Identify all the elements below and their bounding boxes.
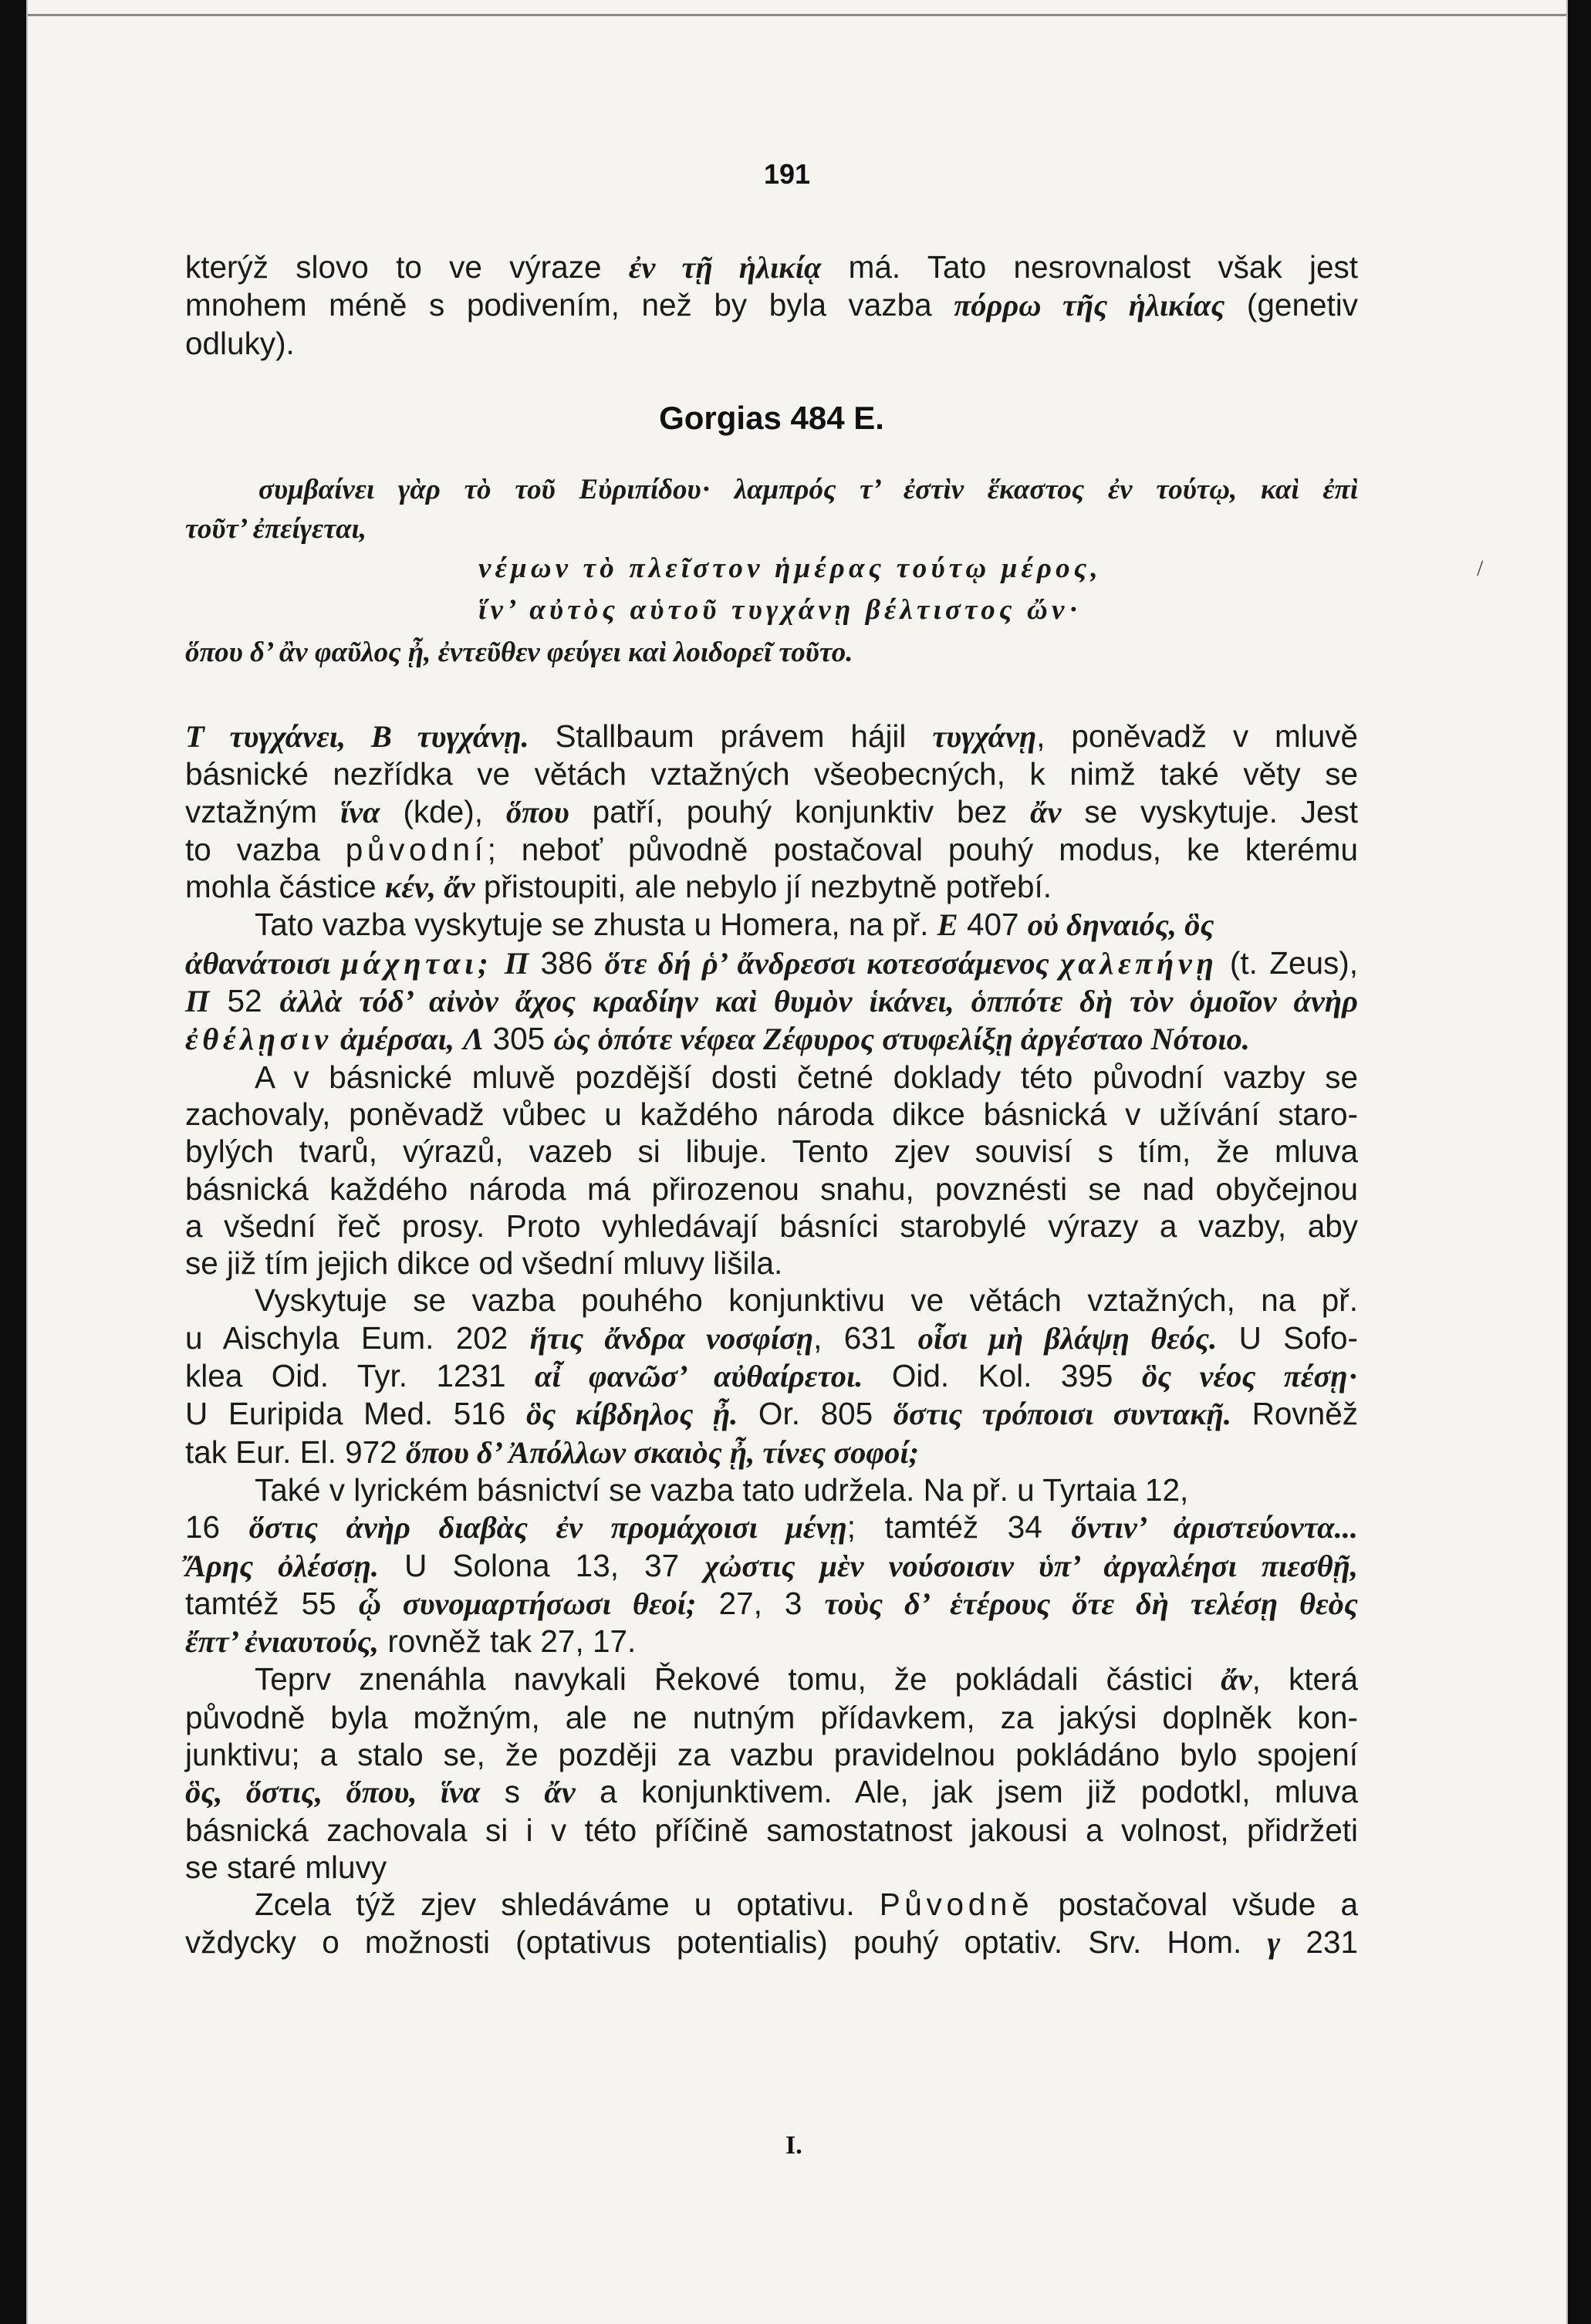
text-line: u Aischyla Eum. 202 ἥτις ἄνδρα νοσφίσῃ, 631 οἷσι μὴ βλάψῃ θεός. U Sofo- bbox=[185, 1319, 1358, 1356]
margin-mark: / bbox=[1477, 556, 1484, 581]
quote-line: τοῦτ’ ἐπείγεται, bbox=[185, 513, 367, 545]
text-line: Teprv znenáhla navykali Řekové tomu, že pokládali částici ἄν, která bbox=[255, 1661, 1358, 1697]
text-line: se již tím jejich dikce od všední mluvy lišila. bbox=[185, 1245, 783, 1282]
text-line: mohla částice κέν, ἄν přistoupiti, ale nebylo jí nezbytně potřebí. bbox=[185, 869, 1052, 905]
text-line: ἔπτ’ ἐνιαυτούς, rovněž tak 27, 17. bbox=[185, 1623, 637, 1660]
text-line: původně byla možným, ale ne nutným přídavkem, za jakýsi doplněk kon- bbox=[185, 1699, 1358, 1735]
text-line: ἐθέλῃσιν ἀμέρσαι, Λ 305 ὡς ὁπότε νέφεα Ζέφυρος στυφελίξῃ ἀργέσταο Νότοιο. bbox=[185, 1021, 1250, 1057]
text-line: básnické nezřídka ve větách vztažných všeobecných, k nimž také věty se bbox=[185, 756, 1358, 792]
text-line: vždycky o možnosti (optativus potentialis) pouhý optativ. Srv. Hom. γ 231 bbox=[185, 1924, 1358, 1960]
main-text bbox=[185, 718, 1358, 1961]
text-line: ἀθανάτοισι μάχηται; Π 386 ὅτε δή ῥ’ ἄνδρεσσι κοτεσσάμενος χαλεπήνῃ (t. Zeus), bbox=[185, 944, 1359, 981]
text-line: to vazba původní; neboť původně postačoval pouhý modus, ke kterému bbox=[185, 831, 1358, 867]
text-line: vztažným ἵνα (kde), ὅπου patří, pouhý konjunktiv bez ἄν se vyskytuje. Jest bbox=[185, 793, 1359, 829]
text-line: Τ τυγχάνει, Β τυγχάνῃ. Stallbaum právem hájil τυγχάνῃ, poněvadž v mluvě bbox=[185, 718, 1359, 754]
text-line: se staré mluvy bbox=[185, 1849, 387, 1885]
text-line: Tato vazba vyskytuje se zhusta u Homera, na př. Ε 407 οὐ δηναιός, ὃς bbox=[255, 907, 1214, 943]
text-line: Ἄρης ὀλέσσῃ. U Solona 13, 37 χὠστις μὲν νούσοισιν ὑπ’ ἀργαλέησι πιεσθῇ, bbox=[185, 1547, 1358, 1583]
text-line: Také v lyrickém básnictví se vazba tato udržela. Na př. u Tyrtaia 12, bbox=[255, 1471, 1189, 1508]
text-line: básnická zachovala si i v této příčině samostatnost jakousi a volnost, přidržeti bbox=[185, 1812, 1358, 1848]
text-line: básnická každého národa má přirozenou snahu, povznésti se nad obyčejnou bbox=[185, 1170, 1358, 1207]
quote-line: ὅπου δ’ ἂν φαῦλος ᾖ, ἐντεῦθεν φεύγει καὶ λοιδορεῖ τοῦτο. bbox=[185, 637, 853, 668]
text-line: a všední řeč prosy. Proto vyhledávají básníci starobylé výrazy a vazby, aby bbox=[185, 1208, 1358, 1244]
section-heading: Gorgias 484 E. bbox=[659, 400, 884, 436]
opening-paragraph bbox=[185, 248, 1358, 362]
quote-verse-line: ἵν’ αὐτὸς αὑτοῦ τυγχάνῃ βέλτιστος ὤν· bbox=[478, 594, 1083, 626]
text-line: A v básnické mluvě pozdější dosti četné doklady této původní vazby se bbox=[255, 1059, 1358, 1095]
signature-mark: I. bbox=[785, 2131, 802, 2160]
text-line: 16 ὅστις ἀνὴρ διαβὰς ἐν προμάχοισι μένῃ; tamtéž 34 ὅντιν’ ἀριστεύοντα... bbox=[185, 1509, 1358, 1545]
greek-quotation bbox=[185, 471, 1358, 673]
text-line: mnohem méně s podivením, než by byla vazba πόρρω τῆς ἡλικίας (genetiv bbox=[185, 287, 1358, 323]
quote-line: συμβαίνει γὰρ τὸ τοῦ Εὐριπίδου· λαμπρός τ’ ἐστὶν ἕκαστος ἐν τούτῳ, καὶ ἐπὶ bbox=[258, 474, 1358, 505]
text-line: bylých tvarů, výrazů, vazeb si libuje. Tento zjev souvisí s tím, že mluva bbox=[185, 1133, 1358, 1170]
page-number: 191 bbox=[763, 158, 811, 190]
text-line: klea Oid. Tyr. 1231 αἶ φανῶσ’ αὐθαίρετοι. Oid. Kol. 395 ὃς νέος πέσῃ· bbox=[185, 1358, 1358, 1394]
text-line: tamtéž 55 ᾧ συνομαρτήσωσι θεοί; 27, 3 τοὺς δ’ ἑτέρους ὅτε δὴ τελέσῃ θεὸς bbox=[185, 1585, 1358, 1621]
quote-verse-line: νέμων τὸ πλεῖστον ἡμέρας τούτῳ μέρος, bbox=[478, 552, 1102, 584]
text-line: tak Eur. El. 972 ὅπου δ’ Ἀπόλλων σκαιὸς ᾖ, τίνες σοφοί; bbox=[185, 1434, 920, 1470]
text-line: junktivu; a stalo se, že později za vazbu pravidelnou pokládáno bylo spojení bbox=[185, 1737, 1358, 1773]
text-line: Vyskytuje se vazba pouhého konjunktivu ve větách vztažných, na př. bbox=[255, 1282, 1358, 1319]
text-line: U Euripida Med. 516 ὃς κίβδηλος ᾖ. Or. 805 ὅστις τρόποισι συντακῇ. Rovněž bbox=[185, 1396, 1358, 1432]
text-line: zachovaly, poněvadž vůbec u každého národa dikce básnická v užívání staro- bbox=[185, 1096, 1358, 1132]
text-line: odluky). bbox=[185, 325, 295, 361]
text-line: kterýž slovo to ve výraze ἐν τῇ ἡλικίᾳ má. Tato nesrovnalost však jest bbox=[185, 249, 1358, 285]
top-edge-rule bbox=[28, 14, 1566, 16]
text-line: ὃς, ὅστις, ὅπου, ἵνα s ἄν a konjunktivem. Ale, jak jsem již podotkl, mluva bbox=[185, 1774, 1358, 1810]
text-line: Zcela týž zjev shledáváme u optativu. Původně postačoval všude a bbox=[255, 1887, 1358, 1923]
text-line: Π 52 ἀλλὰ τόδ’ αἰνὸν ἄχος κραδίην καὶ θυμὸν ἱκάνει, ὁππότε δὴ τὸν ὁμοῖον ἀνὴρ bbox=[185, 983, 1358, 1019]
